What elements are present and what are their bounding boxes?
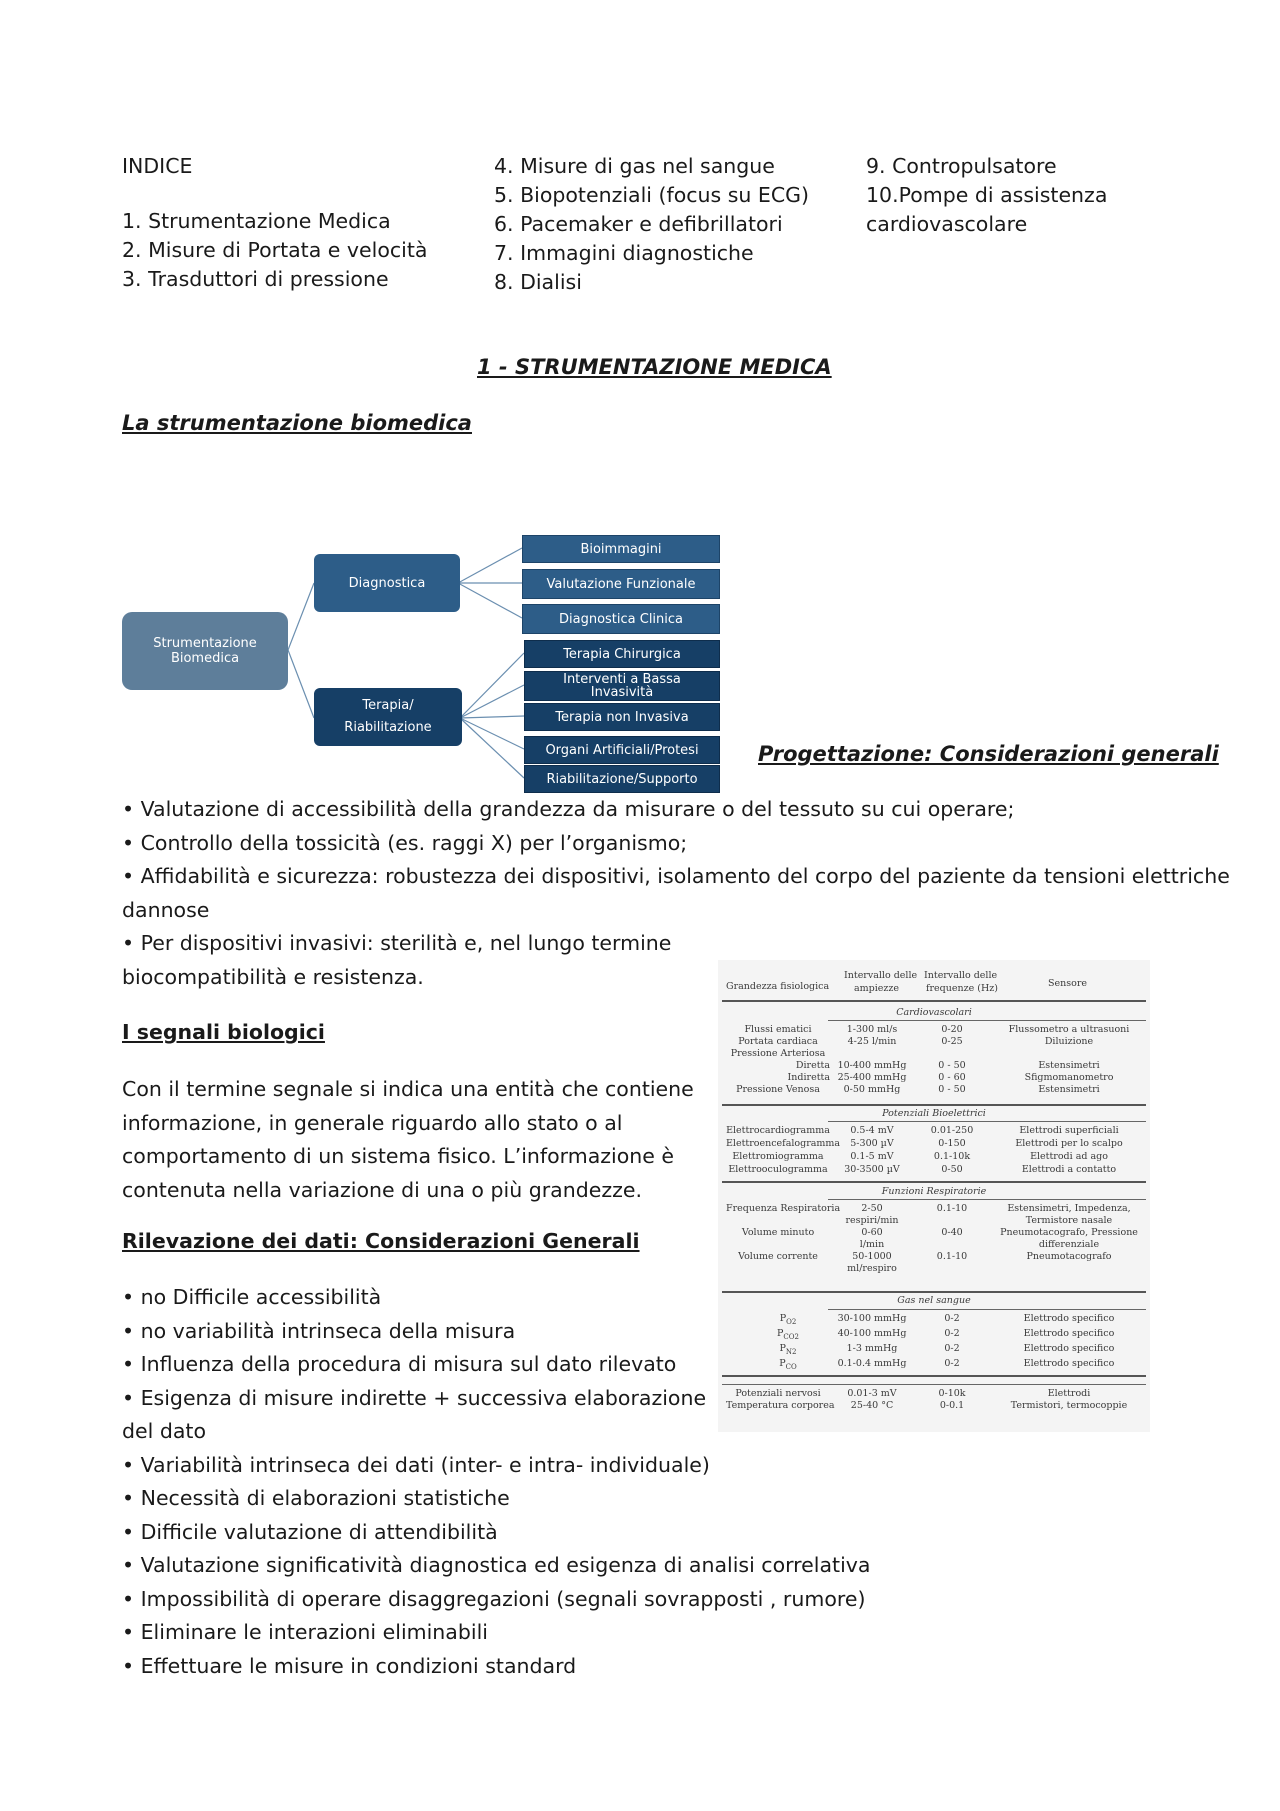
table-header: frequenze (Hz) xyxy=(926,983,998,994)
paragraph-line: contenuta nella variazione di una o più grandezze. xyxy=(122,1177,642,1202)
table-cell: Indiretta xyxy=(787,1072,830,1083)
index-item: 10.Pompe di assistenza xyxy=(866,183,1108,207)
leaf-label: Interventi a Bassa xyxy=(563,672,681,687)
leaf-label: Invasività xyxy=(590,685,654,700)
diagram-leaf-riabilitazione xyxy=(524,765,720,793)
table-cell: 0-0.1 xyxy=(939,1400,965,1411)
table-cell xyxy=(768,1343,808,1358)
table-cell: 0-20 xyxy=(941,1024,963,1035)
table-cell: ml/respiro xyxy=(847,1263,897,1274)
index-item: 2. Misure di Portata e velocità xyxy=(122,238,428,262)
diagram-leaf-chirurgica xyxy=(524,640,720,668)
list-item: • Valutazione di accessibilità della grandezza da misurare o del tessuto su cui operare; xyxy=(122,797,1015,821)
gas-subscript: O2 xyxy=(786,1317,797,1326)
segnali-paragraph xyxy=(122,1073,694,1207)
table-cell: Elettrodo specifico xyxy=(1023,1343,1115,1354)
table-cell: 5-300 µV xyxy=(850,1138,894,1149)
table-cell: 0.1-10 xyxy=(936,1251,968,1262)
leaf-label: Organi Artificiali/Protesi xyxy=(545,742,699,758)
table-cell: Estensimetri xyxy=(1038,1084,1100,1095)
table-cell: 0-60 xyxy=(861,1227,883,1238)
list-item: del dato xyxy=(122,1419,206,1443)
table-cell: Elettrodo specifico xyxy=(1023,1328,1115,1339)
list-item: • Esigenza di misure indirette + successiva elaborazione xyxy=(122,1385,707,1410)
table-cell: 4-25 l/min xyxy=(847,1036,897,1047)
table-cell: 0.5-4 mV xyxy=(850,1125,894,1136)
table-cell: 1-3 mmHg xyxy=(846,1343,898,1354)
paragraph-line: informazione, in generale riguardo allo stato o al xyxy=(122,1110,623,1135)
table-cell: 0-150 xyxy=(938,1138,966,1149)
table-cell: 0-50 mmHg xyxy=(843,1084,901,1095)
list-item: • Affidabilità e sicurezza: robustezza dei dispositivi, isolamento del corpo del paziente da tensioni elettriche xyxy=(122,864,1230,888)
list-item: • Per dispositivi invasivi: sterilità e, nel lungo termine xyxy=(122,931,672,955)
table-cell: 10-400 mmHg xyxy=(837,1060,907,1071)
table-cell: 0.01-3 mV xyxy=(847,1388,897,1399)
table-cell: Termistore nasale xyxy=(1025,1215,1113,1226)
gas-symbol: P xyxy=(779,1358,786,1369)
index-item: 3. Trasduttori di pressione xyxy=(122,267,389,291)
list-item: • Difficile valutazione di attendibilità xyxy=(122,1519,498,1544)
list-item: • Controllo della tossicità (es. raggi X) per l’organismo; xyxy=(122,830,688,855)
table-cell: Pneumotacografo xyxy=(1026,1251,1112,1262)
index-item: 5. Biopotenziali (focus su ECG) xyxy=(494,183,810,207)
table-cell xyxy=(768,1313,808,1328)
table-cell: 50-1000 xyxy=(852,1251,892,1262)
table-cell: 0 - 50 xyxy=(938,1084,966,1095)
table-cell: 30-3500 µV xyxy=(844,1164,900,1175)
list-item: • no Difficile accessibilità xyxy=(122,1285,382,1309)
table-cell: 25-400 mmHg xyxy=(837,1072,907,1083)
list-item: • Necessità di elaborazioni statistiche xyxy=(122,1486,510,1510)
list-item: • Impossibilità di operare disaggregazioni (segnali sovrapposti , rumore) xyxy=(122,1586,866,1611)
diagram-root-label: Strumentazione Biomedica xyxy=(153,636,257,666)
table-cell xyxy=(768,1358,808,1373)
list-item: • Valutazione significatività diagnostica ed esigenza di analisi correlativa xyxy=(122,1553,871,1577)
table-cell: Temperatura corporea xyxy=(726,1400,835,1411)
table-cell: Flussi ematici xyxy=(744,1024,812,1035)
table-cell: Elettrodi per lo scalpo xyxy=(1015,1138,1123,1149)
diagram-leaf-diagnostica-clinica xyxy=(522,604,720,634)
index-item: 1. Strumentazione Medica xyxy=(122,209,391,233)
list-item: • Variabilità intrinseca dei dati (inter- e intra- individuale) xyxy=(122,1452,710,1477)
table-cell: 0.1-10 xyxy=(936,1203,968,1214)
table-cell: Elettromiogramma xyxy=(732,1151,824,1162)
diagram-leaf-bioimmagini xyxy=(522,535,720,563)
table-cell: Estensimetri, Impedenza, xyxy=(1007,1203,1131,1214)
table-section: Potenziali Bioelettrici xyxy=(882,1108,986,1119)
gas-symbol: P xyxy=(777,1328,784,1339)
table-cell: Elettroencefalogramma xyxy=(726,1138,841,1149)
table-cell: Elettrodo specifico xyxy=(1023,1358,1115,1369)
table-header: Grandezza fisiologica xyxy=(726,981,830,992)
table-cell: 2-50 xyxy=(861,1203,883,1214)
gas-symbol: P xyxy=(779,1313,787,1324)
table-cell: respiri/min xyxy=(845,1215,899,1226)
diagram-diagnostica-label: Diagnostica xyxy=(348,575,426,591)
table-cell: 30-100 mmHg xyxy=(837,1313,907,1324)
table-cell: 0-40 xyxy=(941,1227,963,1238)
index-item: 7. Immagini diagnostiche xyxy=(494,241,754,265)
table-header: Intervallo delle xyxy=(844,970,918,981)
table-cell xyxy=(768,1328,808,1343)
subtitle-biomedica: La strumentazione biomedica xyxy=(122,411,472,435)
diagram-leaf-bassa-invasivita xyxy=(524,671,720,701)
table-cell: Termistori, termocoppie xyxy=(1010,1400,1128,1411)
list-item: • Eliminare le interazioni eliminabili xyxy=(122,1620,488,1644)
gas-symbol: P xyxy=(779,1343,786,1354)
table-cell: Diretta xyxy=(795,1060,830,1071)
index-title: INDICE xyxy=(122,154,193,178)
table-cell: 0 - 60 xyxy=(938,1072,966,1083)
leaf-label: Valutazione Funzionale xyxy=(546,576,696,592)
section-title: 1 - STRUMENTAZIONE MEDICA xyxy=(477,355,832,379)
table-cell: Volume minuto xyxy=(741,1227,815,1238)
table-cell: Diluizione xyxy=(1044,1036,1094,1047)
table-cell: 0-2 xyxy=(944,1343,960,1354)
index-item: 4. Misure di gas nel sangue xyxy=(494,154,775,178)
diagram-leaf-organi xyxy=(524,736,720,764)
diagram-diagnostica xyxy=(314,554,460,612)
table-cell: Elettrodi ad ago xyxy=(1030,1151,1108,1162)
gas-subscript: CO2 xyxy=(783,1332,799,1341)
table-cell: Elettrodi superficiali xyxy=(1019,1125,1119,1136)
leaf-label: Terapia Chirurgica xyxy=(563,646,681,662)
index-item: cardiovascolare xyxy=(866,212,1028,236)
table-cell: differenziale xyxy=(1038,1239,1100,1250)
diagram-terapia-label: Terapia/ xyxy=(362,698,414,713)
segnali-title: I segnali biologici xyxy=(122,1020,325,1044)
table-cell: 25-40 °C xyxy=(850,1400,894,1411)
table-header: ampiezze xyxy=(854,983,900,994)
diagram-terapia xyxy=(314,688,462,746)
list-item: • Influenza della procedura di misura sul dato rilevato xyxy=(122,1352,677,1376)
table-header: Intervallo delle xyxy=(924,970,998,981)
gas-subscript: N2 xyxy=(785,1347,797,1356)
table-section: Cardiovascolari xyxy=(896,1007,972,1018)
table-cell: 0.1-5 mV xyxy=(850,1151,894,1162)
table-section: Gas nel sangue xyxy=(897,1295,971,1306)
physiological-signals-table xyxy=(718,960,1150,1432)
progettazione-title: Progettazione: Considerazioni generali xyxy=(758,742,1219,766)
table-cell: Pressione Venosa xyxy=(736,1084,820,1095)
table-cell: Estensimetri xyxy=(1038,1060,1100,1071)
index-item: 8. Dialisi xyxy=(494,270,582,294)
table-cell: Elettrodi xyxy=(1047,1388,1091,1399)
table-cell: 0-25 xyxy=(941,1036,963,1047)
diagram-leaf-valutazione xyxy=(522,569,720,599)
table-cell: Elettrocardiogramma xyxy=(726,1125,830,1136)
table-cell: Sfigmomanometro xyxy=(1024,1072,1114,1083)
table-cell: 40-100 mmHg xyxy=(837,1328,907,1339)
table-cell: Potenziali nervosi xyxy=(735,1388,821,1399)
index-item: 6. Pacemaker e defibrillatori xyxy=(494,212,783,236)
table-section: Funzioni Respiratorie xyxy=(881,1186,987,1197)
table-cell: 0 - 50 xyxy=(938,1060,966,1071)
paragraph-line: Con il termine segnale si indica una entità che contiene xyxy=(122,1077,694,1101)
table-cell: 1-300 ml/s xyxy=(846,1024,898,1035)
table-cell: Volume corrente xyxy=(738,1251,818,1262)
table-cell: 0-50 xyxy=(941,1164,963,1175)
table-cell: Frequenza Respiratoria xyxy=(726,1203,841,1214)
table-cell: 0-10k xyxy=(938,1388,966,1399)
table-cell: l/min xyxy=(859,1239,885,1250)
paragraph-line: comportamento di un sistema fisico. L’informazione è xyxy=(122,1144,675,1168)
list-item: biocompatibilità e resistenza. xyxy=(122,964,424,989)
leaf-label: Terapia non Invasiva xyxy=(555,709,689,725)
gas-subscript: CO xyxy=(785,1362,797,1371)
table-cell: 0.1-0.4 mmHg xyxy=(837,1358,907,1369)
leaf-label: Diagnostica Clinica xyxy=(558,611,684,627)
diagram-leaf-non-invasiva xyxy=(524,703,720,731)
list-item: • Effettuare le misure in condizioni standard xyxy=(122,1653,577,1678)
table-cell: 0-2 xyxy=(944,1313,960,1324)
list-item: • no variabilità intrinseca della misura xyxy=(122,1318,516,1343)
table-cell: Elettrodi a contatto xyxy=(1021,1164,1117,1175)
table-cell: 0-2 xyxy=(944,1358,960,1369)
list-item: dannose xyxy=(122,897,210,922)
table-cell: 0.01-250 xyxy=(930,1125,974,1136)
table-cell: Pressione Arteriosa xyxy=(730,1048,826,1059)
leaf-label: Bioimmagini xyxy=(580,541,662,557)
index-item: 9. Contropulsatore xyxy=(866,154,1057,178)
rilevazione-title: Rilevazione dei dati: Considerazioni Generali xyxy=(122,1229,640,1253)
table-cell: Flussometro a ultrasuoni xyxy=(1008,1024,1130,1035)
table-cell: Portata cardiaca xyxy=(738,1036,818,1047)
leaf-label: Riabilitazione/Supporto xyxy=(546,771,698,787)
diagram-terapia-label: Riabilitazione xyxy=(344,720,432,735)
table-cell: 0-2 xyxy=(944,1328,960,1339)
table-cell: Elettrodo specifico xyxy=(1023,1313,1115,1324)
table-cell: Elettrooculogramma xyxy=(728,1164,828,1175)
table-cell: 0.1-10k xyxy=(933,1151,971,1162)
diagram-root xyxy=(122,612,288,690)
table-cell: Pneumotacografo, Pressione xyxy=(1000,1227,1138,1238)
table-header: Sensore xyxy=(1048,978,1088,989)
